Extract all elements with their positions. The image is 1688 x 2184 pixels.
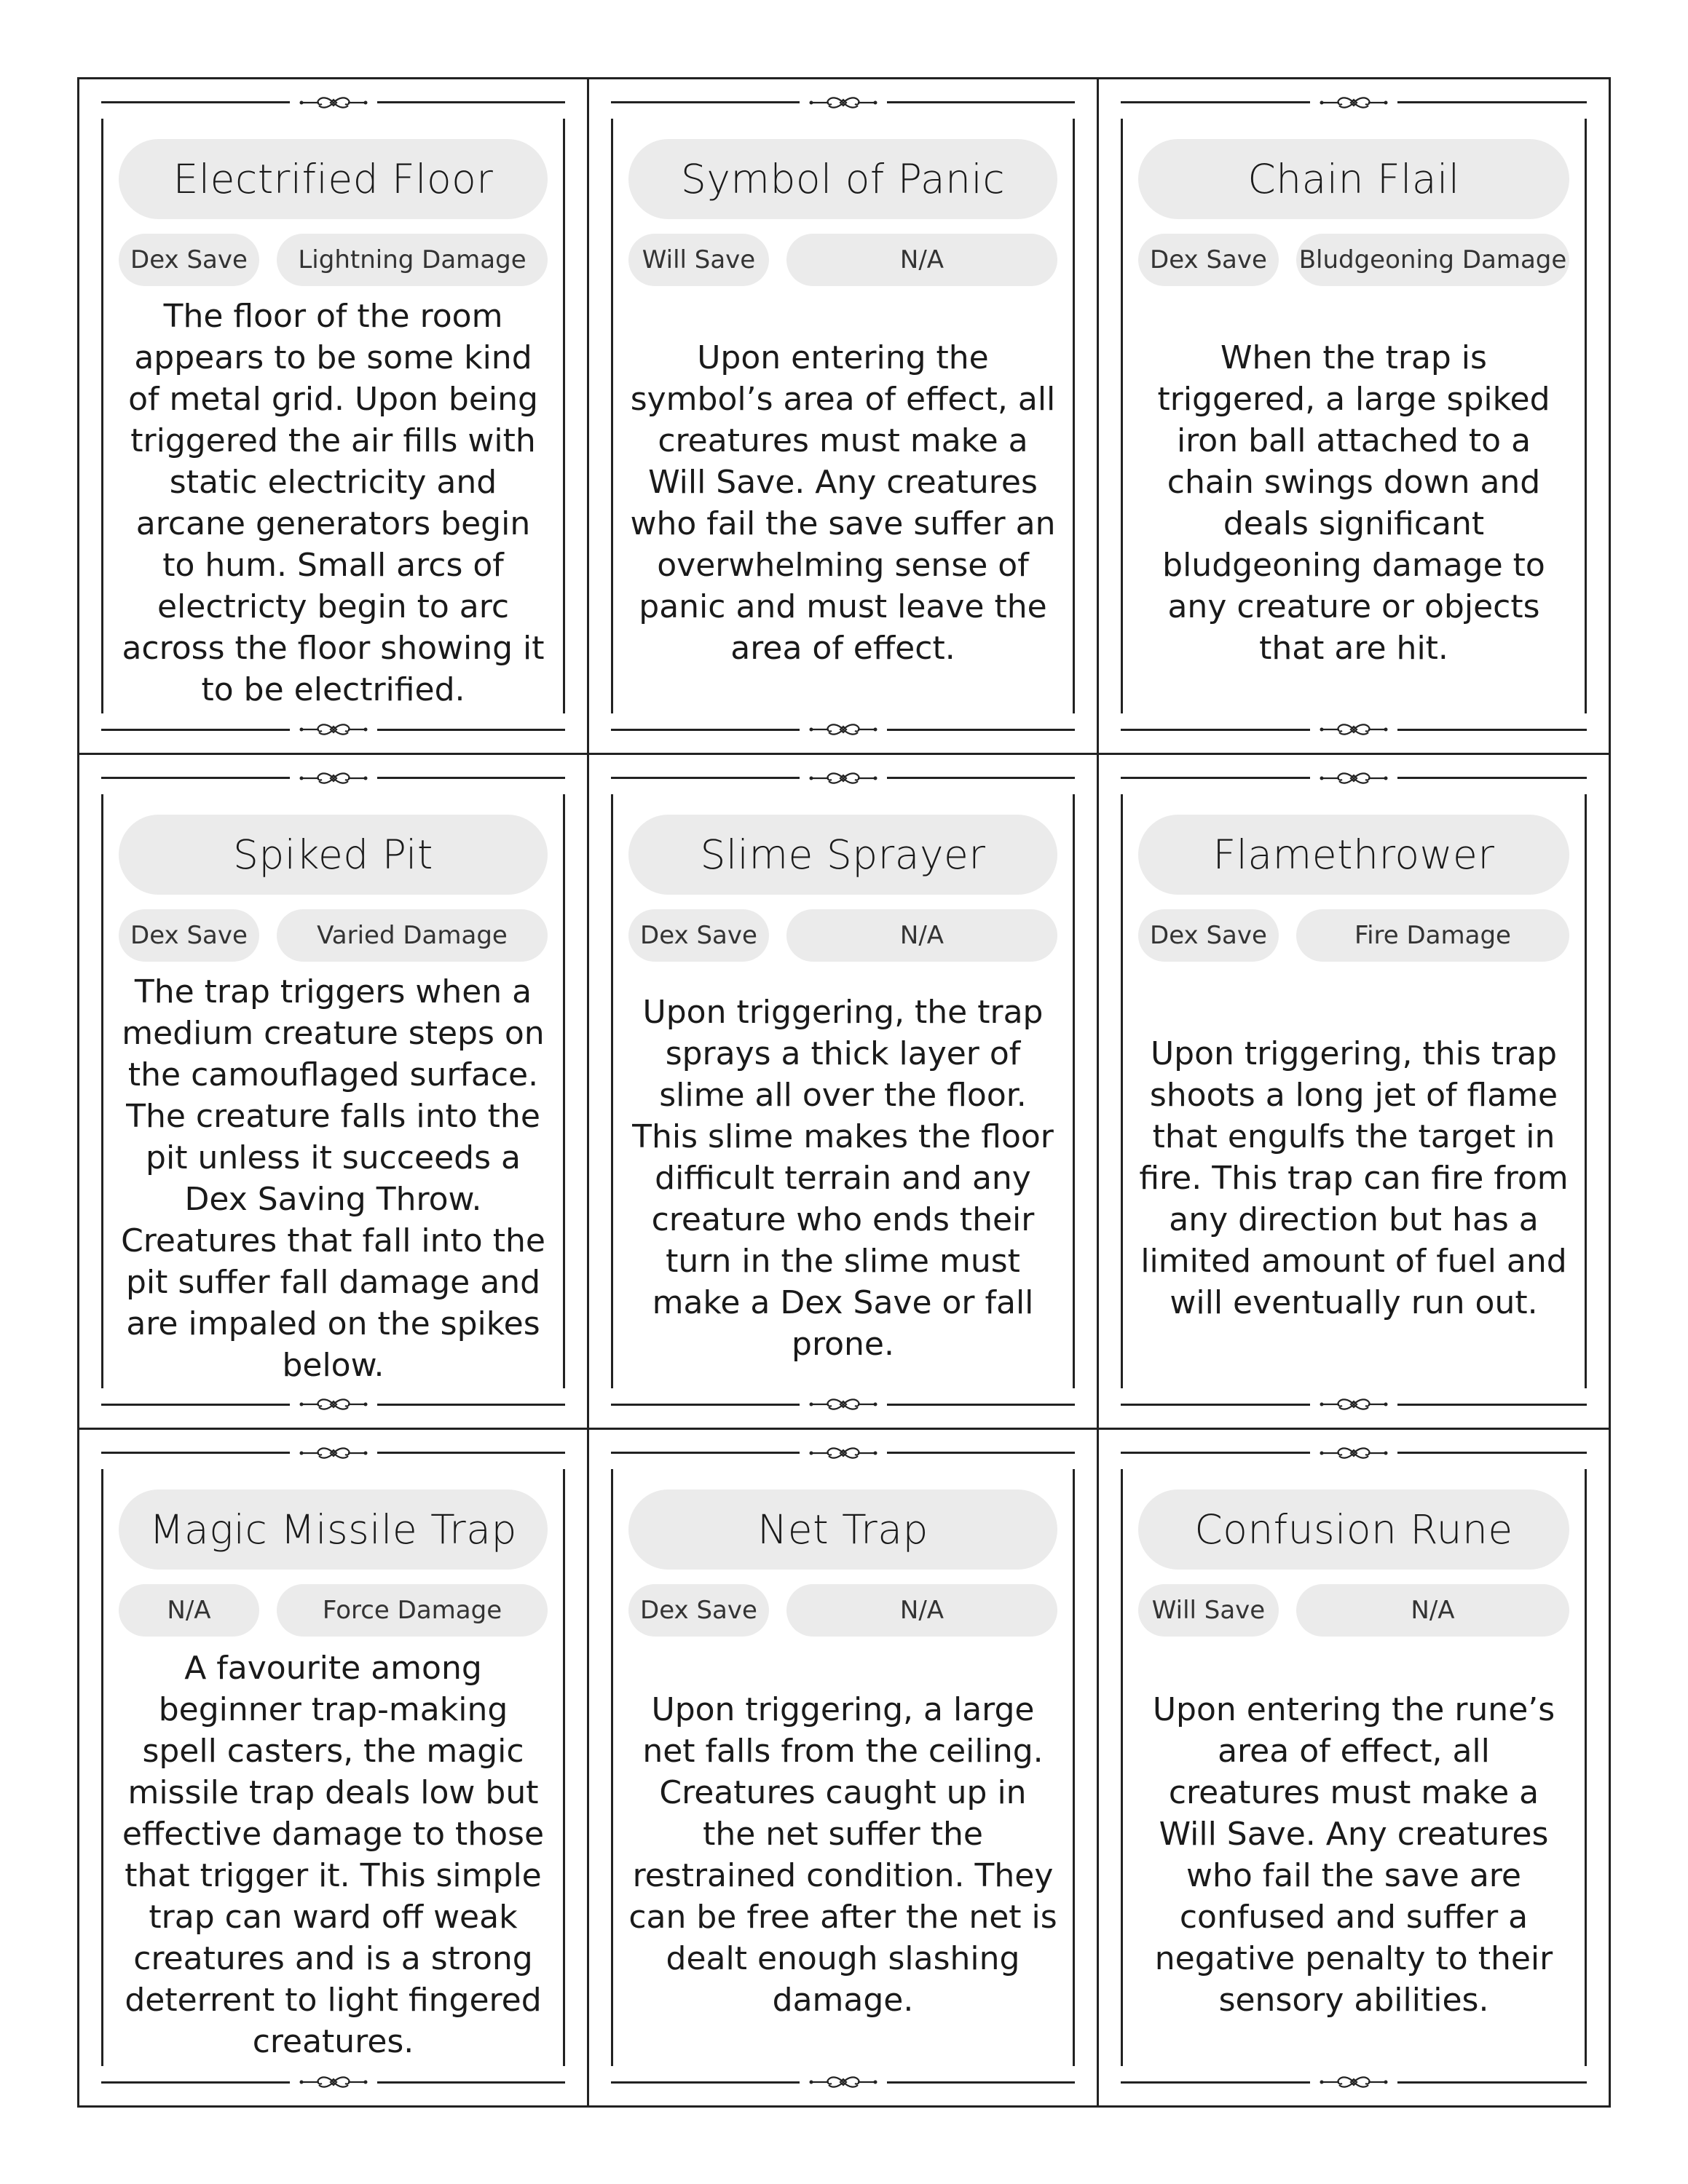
damage-tag: Bludgeoning Damage bbox=[1296, 234, 1569, 286]
card-title: Chain Flail bbox=[1138, 139, 1569, 219]
damage-tag: Varied Damage bbox=[277, 909, 548, 962]
flourish-icon bbox=[290, 721, 377, 738]
card-description-box bbox=[119, 973, 548, 1385]
flourish-icon bbox=[1310, 94, 1397, 111]
flourish-icon bbox=[290, 769, 377, 787]
damage-tag: N/A bbox=[786, 1584, 1057, 1637]
save-tag: Dex Save bbox=[119, 909, 259, 962]
flourish-icon bbox=[1310, 1396, 1397, 1413]
flourish-icon bbox=[1310, 769, 1397, 787]
damage-tag: N/A bbox=[786, 909, 1057, 962]
flourish-icon bbox=[800, 1396, 887, 1413]
trap-card bbox=[589, 1430, 1099, 2105]
card-description: When the trap is triggered, a large spiked iron ball attached to a chain swings down and deals significant bludgeoning damage to any creature or objects that are hit. bbox=[1157, 339, 1550, 668]
card-description-box bbox=[1138, 973, 1569, 1385]
card-title: Electrified Floor bbox=[119, 139, 548, 219]
flourish-icon bbox=[800, 94, 887, 111]
trap-card bbox=[79, 79, 589, 755]
save-tag: Dex Save bbox=[1138, 234, 1279, 286]
card-description: The trap triggers when a medium creature steps on the camouflaged surface. The creature falls into the pit unless it succeeds a Dex Saving Throw. Creatures that fall into the pit suffer fall damage and are impaled on the spikes below. bbox=[121, 973, 545, 1384]
damage-tag: N/A bbox=[1296, 1584, 1569, 1637]
card-description: Upon triggering, a large net falls from the ceiling. Creatures caught up in the net suffer the restrained condition. They can be free after the net is dealt enough slashing damage. bbox=[628, 1691, 1057, 2019]
card-title: Flamethrower bbox=[1138, 815, 1569, 895]
left-rule bbox=[101, 794, 103, 1389]
right-rule bbox=[1073, 119, 1075, 713]
card-description-box bbox=[119, 298, 548, 709]
card-description-box bbox=[628, 298, 1057, 709]
left-rule bbox=[611, 1469, 613, 2066]
trap-card bbox=[79, 755, 589, 1431]
right-rule bbox=[563, 119, 565, 713]
right-rule bbox=[1585, 1469, 1587, 2066]
right-rule bbox=[563, 1469, 565, 2066]
save-tag: Dex Save bbox=[628, 909, 769, 962]
card-description: Upon triggering, the trap sprays a thick layer of slime all over the floor. This slime makes the floor difficult terrain and any creature who ends their turn in the slime must make a Dex Save or fall prone. bbox=[632, 994, 1054, 1364]
flourish-icon bbox=[290, 1444, 377, 1462]
card-description: A favourite among beginner trap-making spell casters, the magic missile trap deals low but effective damage to those that trigger it. This simple trap can ward off weak creatures and is a strong deterrent to light fingered creatures. bbox=[122, 1650, 545, 2061]
card-description-box bbox=[119, 1648, 548, 2062]
trap-card bbox=[1099, 755, 1609, 1431]
flourish-icon bbox=[1310, 721, 1397, 738]
trap-card bbox=[589, 79, 1099, 755]
left-rule bbox=[611, 119, 613, 713]
card-description: The floor of the room appears to be some kind of metal grid. Upon being triggered the air fills with static electricity and arcane generators begin to hum. Small arcs of electricty begin to arc across the floor showing it to be electrified. bbox=[122, 298, 545, 709]
trap-card bbox=[79, 1430, 589, 2105]
left-rule bbox=[101, 1469, 103, 2066]
flourish-icon bbox=[290, 94, 377, 111]
trap-card bbox=[1099, 79, 1609, 755]
trap-card bbox=[1099, 1430, 1609, 2105]
card-title: Confusion Rune bbox=[1138, 1489, 1569, 1570]
card-description: Upon entering the symbol’s area of effect, all creatures must make a Will Save. Any creatures who fail the save suffer an overwhelming sense of panic and must leave the area of effect. bbox=[630, 339, 1056, 668]
right-rule bbox=[1073, 794, 1075, 1389]
right-rule bbox=[1073, 1469, 1075, 2066]
right-rule bbox=[563, 794, 565, 1389]
left-rule bbox=[1121, 1469, 1123, 2066]
flourish-icon bbox=[290, 2073, 377, 2091]
card-title: Spiked Pit bbox=[119, 815, 548, 895]
save-tag: N/A bbox=[119, 1584, 259, 1637]
save-tag: Dex Save bbox=[1138, 909, 1279, 962]
left-rule bbox=[101, 119, 103, 713]
card-title: Symbol of Panic bbox=[628, 139, 1057, 219]
damage-tag: Lightning Damage bbox=[277, 234, 548, 286]
damage-tag: Fire Damage bbox=[1296, 909, 1569, 962]
right-rule bbox=[1585, 794, 1587, 1389]
card-title: Net Trap bbox=[628, 1489, 1057, 1570]
flourish-icon bbox=[800, 721, 887, 738]
save-tag: Dex Save bbox=[628, 1584, 769, 1637]
damage-tag: Force Damage bbox=[277, 1584, 548, 1637]
left-rule bbox=[611, 794, 613, 1389]
flourish-icon bbox=[1310, 1444, 1397, 1462]
damage-tag: N/A bbox=[786, 234, 1057, 286]
save-tag: Will Save bbox=[628, 234, 769, 286]
flourish-icon bbox=[290, 1396, 377, 1413]
card-description: Upon entering the rune’s area of effect, all creatures must make a Will Save. Any creatures who fail the save are confused and suffer a negative penalty to their sensory abilities. bbox=[1152, 1691, 1555, 2019]
card-title: Slime Sprayer bbox=[628, 815, 1057, 895]
card-description-box bbox=[628, 973, 1057, 1385]
flourish-icon bbox=[1310, 2073, 1397, 2091]
left-rule bbox=[1121, 794, 1123, 1389]
flourish-icon bbox=[800, 2073, 887, 2091]
card-description-box bbox=[1138, 1648, 1569, 2062]
left-rule bbox=[1121, 119, 1123, 713]
trap-card bbox=[589, 755, 1099, 1431]
card-description-box bbox=[1138, 298, 1569, 709]
card-description-box bbox=[628, 1648, 1057, 2062]
card-description: Upon triggering, this trap shoots a long jet of flame that engulfs the target in fire. This trap can fire from any direction but has a limited amount of fuel and will eventually run out. bbox=[1139, 1035, 1569, 1322]
flourish-icon bbox=[800, 1444, 887, 1462]
flourish-icon bbox=[800, 769, 887, 787]
save-tag: Dex Save bbox=[119, 234, 259, 286]
card-title: Magic Missile Trap bbox=[119, 1489, 548, 1570]
save-tag: Will Save bbox=[1138, 1584, 1279, 1637]
card-sheet bbox=[77, 77, 1611, 2108]
right-rule bbox=[1585, 119, 1587, 713]
